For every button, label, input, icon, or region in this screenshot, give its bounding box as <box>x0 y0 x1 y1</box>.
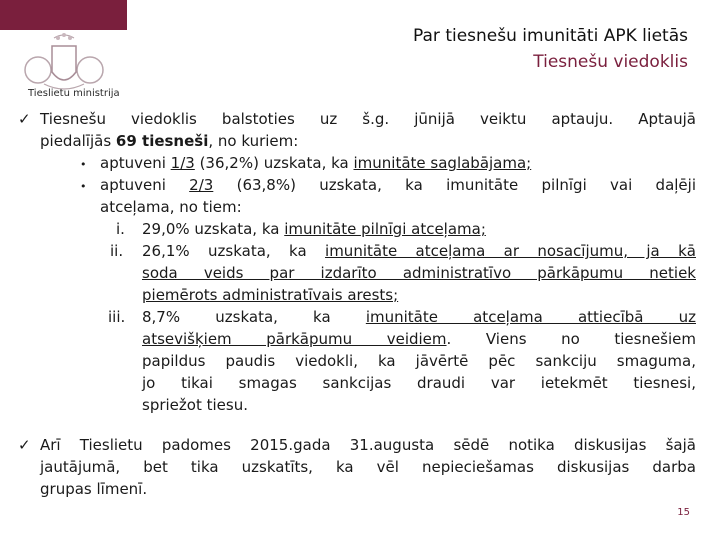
list-item-continued: papildus paudis viedokli, ka jāvērtē pēc sankciju smaguma, <box>142 352 696 370</box>
check-icon: ✓ <box>18 110 31 128</box>
paragraph-line: grupas līmenī. <box>40 480 148 498</box>
bullet-icon: • <box>80 180 87 193</box>
logo-band <box>0 0 127 30</box>
page-title: Par tiesnešu imunitāti APK lietās <box>413 26 688 46</box>
list-item: 29,0% uzskata, ka imunitāte pilnīgi atceļama; <box>142 220 486 238</box>
paragraph-line: Tiesnešu viedoklis balstoties uz š.g. jūnijā veiktu aptauju. Aptaujā <box>40 110 696 128</box>
list-number: iii. <box>108 308 126 326</box>
check-icon: ✓ <box>18 436 31 454</box>
paragraph-line: piedalījās 69 tiesneši, no kuriem: <box>40 132 299 150</box>
list-number: i. <box>116 220 125 238</box>
list-item-continued: jo tikai smagas sankcijas draudi var ietekmēt tiesnesi, <box>142 374 696 392</box>
bullet-item: aptuveni 2/3 (63,8%) uzskata, ka imunitāte pilnīgi vai daļēji <box>100 176 696 194</box>
list-item-continued: atsevišķiem pārkāpumu veidiem. Viens no tiesnešiem <box>142 330 696 348</box>
list-item-continued: piemērots administratīvais arests; <box>142 286 399 304</box>
judges-count: 69 tiesneši <box>115 132 209 150</box>
list-item-continued: soda veids par izdarīto administratīvo pārkāpumu netiek <box>142 264 696 282</box>
bullet-item-continued: atceļama, no tiem: <box>100 198 242 216</box>
page-subtitle: Tiesnešu viedoklis <box>533 52 688 72</box>
list-item: 8,7% uzskata, ka imunitāte atceļama attiecībā uz <box>142 308 696 326</box>
list-number: ii. <box>110 242 124 260</box>
ministry-name: Tieslietu ministrija <box>28 88 120 99</box>
paragraph-line: jautājumā, bet tika uzskatīts, ka vēl nepieciešamas diskusijas darba <box>40 458 696 476</box>
page-number: 15 <box>677 507 690 518</box>
list-item: 26,1% uzskata, ka imunitāte atceļama ar nosacījumu, ja kā <box>142 242 696 260</box>
paragraph-line: Arī Tieslietu padomes 2015.gada 31.augusta sēdē notika diskusijas šajā <box>40 436 696 454</box>
bullet-icon: • <box>80 158 87 171</box>
list-item-continued: spriežot tiesu. <box>142 396 248 414</box>
bullet-item: aptuveni 1/3 (36,2%) uzskata, ka imunitāte saglabājama; <box>100 154 532 172</box>
